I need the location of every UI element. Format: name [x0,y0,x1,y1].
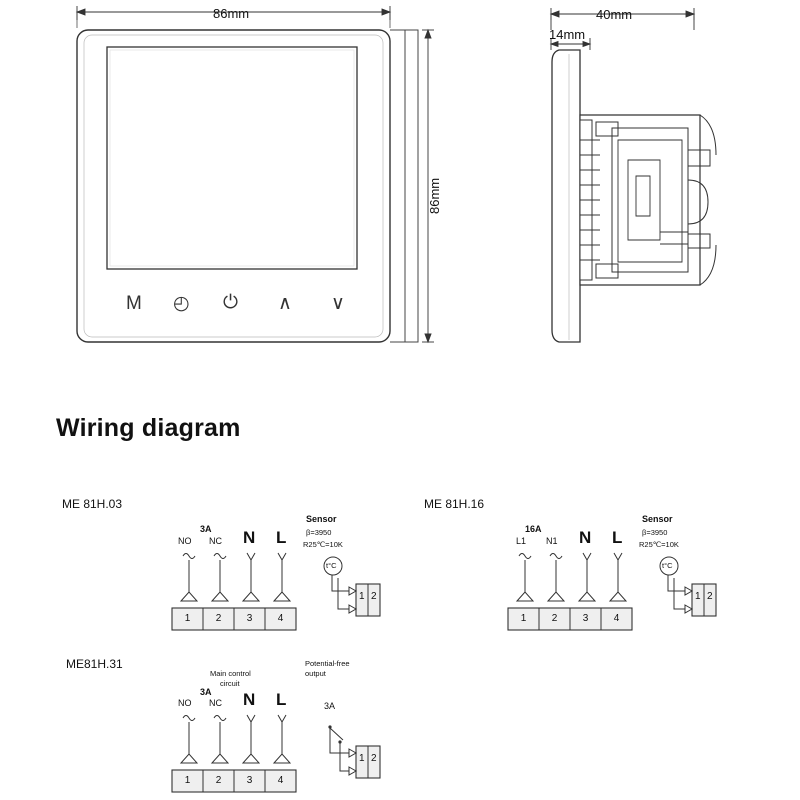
terminal-number-1-3: 1 [184,775,191,786]
sensor-pin-2-1: 2 [371,591,377,602]
terminal-number-3-3: 3 [246,775,253,786]
terminal-label-l-1: L [276,528,287,547]
sensor-pin-1-1: 1 [359,591,365,602]
terminal-label-n1-2: N1 [546,536,558,546]
sensor-resistance-1: R25℃=10K [303,540,343,549]
sensor-pin-1-2: 1 [695,591,701,602]
clock-icon[interactable]: ◴ [173,293,190,314]
terminal-label-no-3: NO [178,698,192,708]
dim-label-thickness: 14mm [549,27,586,42]
terminal-number-1-2: 1 [520,613,527,624]
terminal-number-2-3: 2 [215,775,222,786]
terminal-label-n-2: N [579,528,592,547]
terminal-label-l-2: L [612,528,623,547]
terminal-number-4-1: 4 [277,613,284,624]
sensor-title-1: Sensor [306,514,337,524]
output-pin-2: 2 [371,753,377,764]
terminal-label-nc-1: NC [209,536,222,546]
sensor-temp-icon-1: t°C [326,561,337,570]
rating-label-1: 3A [200,524,212,534]
main-circuit-label-line1: Main control [210,669,251,678]
output-pin-1: 1 [359,753,365,764]
terminal-number-4-3: 4 [277,775,284,786]
dim-label-depth: 40mm [596,7,633,22]
button-menu[interactable]: M [126,293,142,314]
rating-label-3: 3A [200,687,212,697]
power-icon[interactable]: ⏻ [223,292,239,313]
dim-label-front-width: 86mm [213,6,250,21]
up-icon[interactable]: ∧ [278,293,292,314]
main-circuit-label-line2: circuit [220,679,240,688]
dim-label-front-height: 86mm [427,177,442,214]
terminal-label-l1-2: L1 [516,536,527,546]
model-label-2: ME 81H.16 [424,497,485,511]
model-label-1: ME 81H.03 [62,497,123,511]
terminal-number-4-2: 4 [613,613,620,624]
output-title-line1: Potential-free [305,659,350,668]
terminal-number-2-2: 2 [551,613,558,624]
sensor-title-2: Sensor [642,514,673,524]
terminal-label-l-3: L [276,690,287,709]
sensor-resistance-2: R25℃=10K [639,540,679,549]
terminal-label-nc-3: NC [209,698,222,708]
terminal-number-1-1: 1 [184,613,191,624]
terminal-label-no-1: NO [178,536,192,546]
terminal-number-3-1: 3 [246,613,253,624]
sensor-beta-1: β=3950 [306,528,332,537]
terminal-label-n-3: N [243,690,256,709]
output-rating-label: 3A [324,701,336,711]
model-label-3: ME81H.31 [66,657,123,671]
sensor-beta-2: β=3950 [642,528,668,537]
output-title-line2: output [305,669,326,678]
terminal-number-2-1: 2 [215,613,222,624]
sensor-temp-icon-2: t°C [662,561,673,570]
terminal-label-n-1: N [243,528,256,547]
rating-label-2: 16A [525,524,542,534]
page-title: Wiring diagram [56,414,241,442]
terminal-number-3-2: 3 [582,613,589,624]
sensor-pin-2-2: 2 [707,591,713,602]
down-icon[interactable]: ∨ [331,293,345,314]
